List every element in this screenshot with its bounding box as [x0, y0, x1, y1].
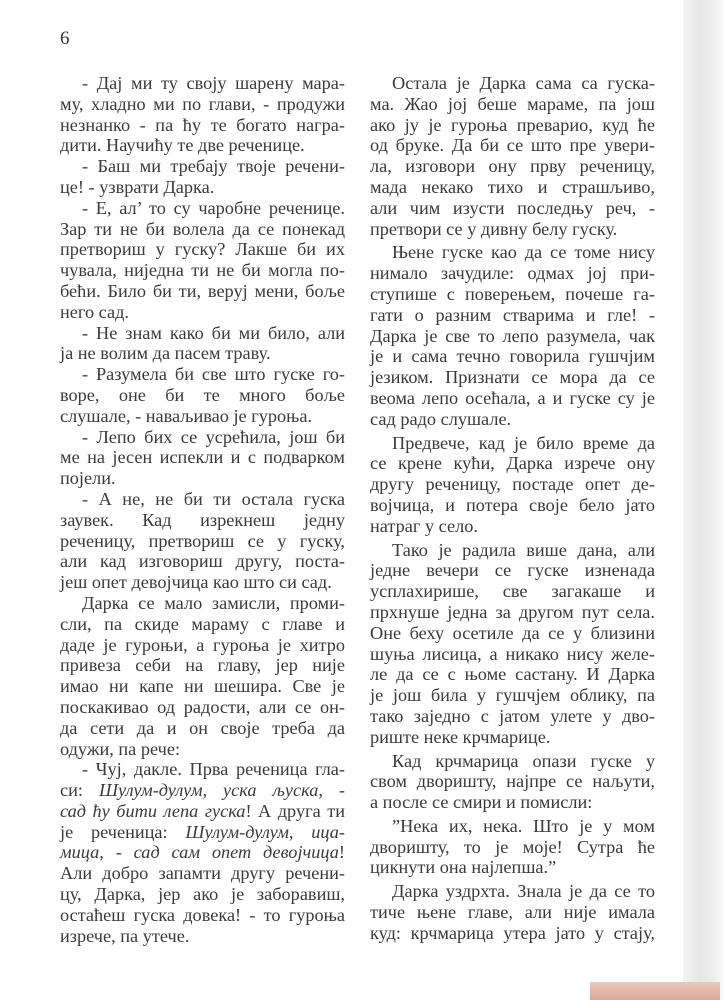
text-line: чувала, ниједна ти не би могла по- [60, 260, 345, 281]
text-line: Кад крчмарица опази гуске у [392, 750, 655, 771]
italic-text: Шулум-дулум, ица- [185, 821, 345, 842]
text-line: се крене кући, Дарка изрече ону [370, 453, 655, 474]
paragraph [60, 427, 345, 489]
paragraph [60, 489, 345, 593]
text-line: ступише с поверењем, почеше га- [370, 283, 655, 304]
paragraph [370, 540, 655, 748]
text-line: прхнуше једна за другом пут села. [370, 601, 655, 622]
text-line: Оне беху осетиле да се у близини [370, 622, 655, 643]
text-line [60, 759, 345, 780]
page-edge-shadow [683, 0, 724, 1000]
text-line: - Разумела би све што гуске го- [82, 364, 345, 385]
text-line: му, хладно ми по глави, - продужи [60, 93, 345, 114]
text-line: куд: крчмарица утера јато у стају, [370, 922, 655, 943]
text-line: мада некако тихо и страшљиво, [370, 176, 655, 197]
paragraph [60, 323, 345, 365]
text-line [60, 926, 345, 947]
text-line: - Дај ми ту своју шарену мара- [82, 73, 345, 93]
italic-text: Шулум-дулум, уска љуска, - [98, 780, 346, 801]
text-line: појели. [60, 468, 116, 489]
text-line: риште неке крчмарице. [370, 726, 551, 747]
paragraph [370, 751, 655, 813]
text-line: језиком. Признати се мора да се [370, 367, 655, 388]
text-line: ако ју је гуроња преварио, куд ће [370, 114, 655, 135]
text-segment: изрече, па утече. [60, 925, 190, 946]
text-line: - Не знам како би ми било, али [82, 322, 345, 343]
text-line: привеза себи на главу, јер није [60, 655, 345, 676]
paragraph [370, 242, 655, 429]
text-line: бећи. Било би ти, веруј мени, боље [60, 280, 345, 301]
text-line: Тако је радила више дана, али [392, 539, 655, 560]
text-line: Предвече, кад је било време да [392, 432, 655, 453]
text-line: даде је гуроњи, а гуроња је хитро [60, 634, 345, 655]
text-line: него сад. [60, 301, 129, 322]
text-line [60, 842, 345, 863]
text-line: претвориш у гуску? Лакше би их [60, 239, 345, 260]
text-line: али кад изговориш другу, поста- [60, 551, 345, 572]
paragraph [60, 593, 345, 759]
text-line: нимало зачудиле: одмах јој при- [370, 263, 655, 284]
text-line: реченицу, претвориш се у гуску, [60, 530, 345, 551]
text-line: - Баш ми требају твоје речени- [82, 156, 345, 177]
text-line: веома лепо осећала, а и гуске су је [370, 387, 655, 408]
text-segment: - Чуј, дакле. Прва реченица гла- [82, 759, 345, 780]
text-segment: цу, Дарка, јер ако је заборавиш, [60, 884, 345, 905]
text-segment: остаћеш гуска довека! - то гуроња [60, 904, 345, 925]
paragraph [60, 73, 345, 156]
text-line: другу реченицу, постаде опет де- [370, 474, 655, 495]
text-segment: ! [338, 842, 345, 863]
text-line: ма. Жао јој беше мараме, па још [370, 93, 655, 114]
text-line: сад радо слушале. [370, 408, 512, 429]
text-column-right [370, 73, 655, 944]
text-line: а после се смири и помисли: [370, 792, 593, 813]
text-line [60, 822, 345, 843]
paragraph [370, 881, 655, 943]
text-line: воре, оне би те много боље [60, 384, 345, 405]
text-line: дити. Научићу те две реченице. [60, 135, 305, 156]
text-line [60, 801, 345, 822]
text-line: Дарка се мало замисли, проми- [82, 592, 345, 613]
text-line: да сети да и он своје треба да [60, 717, 345, 738]
scan-border [590, 982, 720, 1000]
text-line: Дарка је све то лепо разумела, чак [370, 325, 655, 346]
text-line: је још била у гушчјем облику, па [370, 685, 655, 706]
text-column-left [60, 73, 345, 946]
text-line: имао ни капе ни шешира. Све је [60, 676, 345, 697]
text-line: незнанко - па ћу те богато награ- [60, 114, 345, 135]
text-line: - А не, не би ти остала гуска [82, 488, 345, 509]
paragraph [370, 816, 655, 878]
text-line: усплахирише, све загакаше и [370, 581, 655, 602]
text-line [60, 863, 345, 884]
text-segment: ! А друга ти [245, 800, 345, 821]
italic-text: мица, - сад сам опет девојчица [60, 842, 339, 863]
text-segment: је реченица: [60, 821, 186, 842]
text-line: цикнути она најлепша.” [370, 857, 557, 878]
text-line: дворишту, то је моје! Сутра ће [370, 836, 655, 857]
text-segment: си: [60, 780, 99, 801]
text-line: претвори се у дивну белу гуску. [370, 218, 618, 239]
text-segment: Али добро запамти другу речени- [60, 863, 345, 884]
text-line: ла, изговори ону прву реченицу, [370, 156, 655, 177]
paragraph [370, 73, 655, 239]
text-line: ја не волим да пасем траву. [60, 343, 271, 364]
paragraph [60, 156, 345, 198]
text-line: војчица, и потера своје бело јато [370, 494, 655, 515]
text-line: ”Нека их, нека. Што је у мом [392, 815, 655, 836]
text-line: одужи, па рече: [60, 738, 181, 759]
page-number: 6 [60, 28, 70, 49]
text-line: - Лепо бих се усрећила, још би [82, 426, 345, 447]
text-line: свом дворишту, најпре се наљути, [370, 771, 655, 792]
paragraph [60, 759, 345, 946]
text-line: поскакивао од радости, али се он- [60, 696, 345, 717]
text-line: це! - узврати Дарка. [60, 176, 215, 197]
text-line: слушале, - наваљивао је гуроња. [60, 405, 313, 426]
text-line: Зар ти не би волела да се понекад [60, 218, 345, 239]
paragraph [370, 433, 655, 537]
italic-text: сад ћу бити лепа гуска [60, 800, 246, 821]
text-line: шуња лисица, а никако нису желе- [370, 643, 655, 664]
text-line: гати о разним стварима и гле! - [370, 304, 655, 325]
text-line: једне вечери се гуске изненада [370, 560, 655, 581]
text-line: Њене гуске као да се томе нису [392, 242, 655, 263]
text-line: сли, па скиде мараму с главе и [60, 613, 345, 634]
text-line [60, 905, 345, 926]
text-line: Дарка уздрхта. Знала је да се то [392, 881, 655, 902]
paragraph [60, 364, 345, 426]
text-line: Остала је Дарка сама са гуска- [392, 73, 655, 93]
text-line: заувек. Кад изрекнеш једну [60, 509, 345, 530]
text-line: од бруке. Да би се што пре увери- [370, 135, 655, 156]
text-line [60, 884, 345, 905]
paragraph [60, 198, 345, 323]
text-line: натраг у село. [370, 515, 478, 536]
text-line: ме на јесен испекли и с подварком [60, 447, 345, 468]
text-line: тако заједно с јатом улете у дво- [370, 705, 655, 726]
text-line: јеш опет девојчица као што си сад. [60, 572, 332, 593]
text-line: тиче њене главе, али није имала [370, 902, 655, 923]
text-line: али чим изусти последњу реч, - [370, 197, 655, 218]
text-line: - Е, ал’ то су чаробне реченице. [82, 197, 345, 218]
text-line: ле да се с њоме састану. И Дарка [370, 664, 655, 685]
text-line [60, 780, 345, 801]
text-line: је и сама течно говорила гушчјим [370, 346, 655, 367]
